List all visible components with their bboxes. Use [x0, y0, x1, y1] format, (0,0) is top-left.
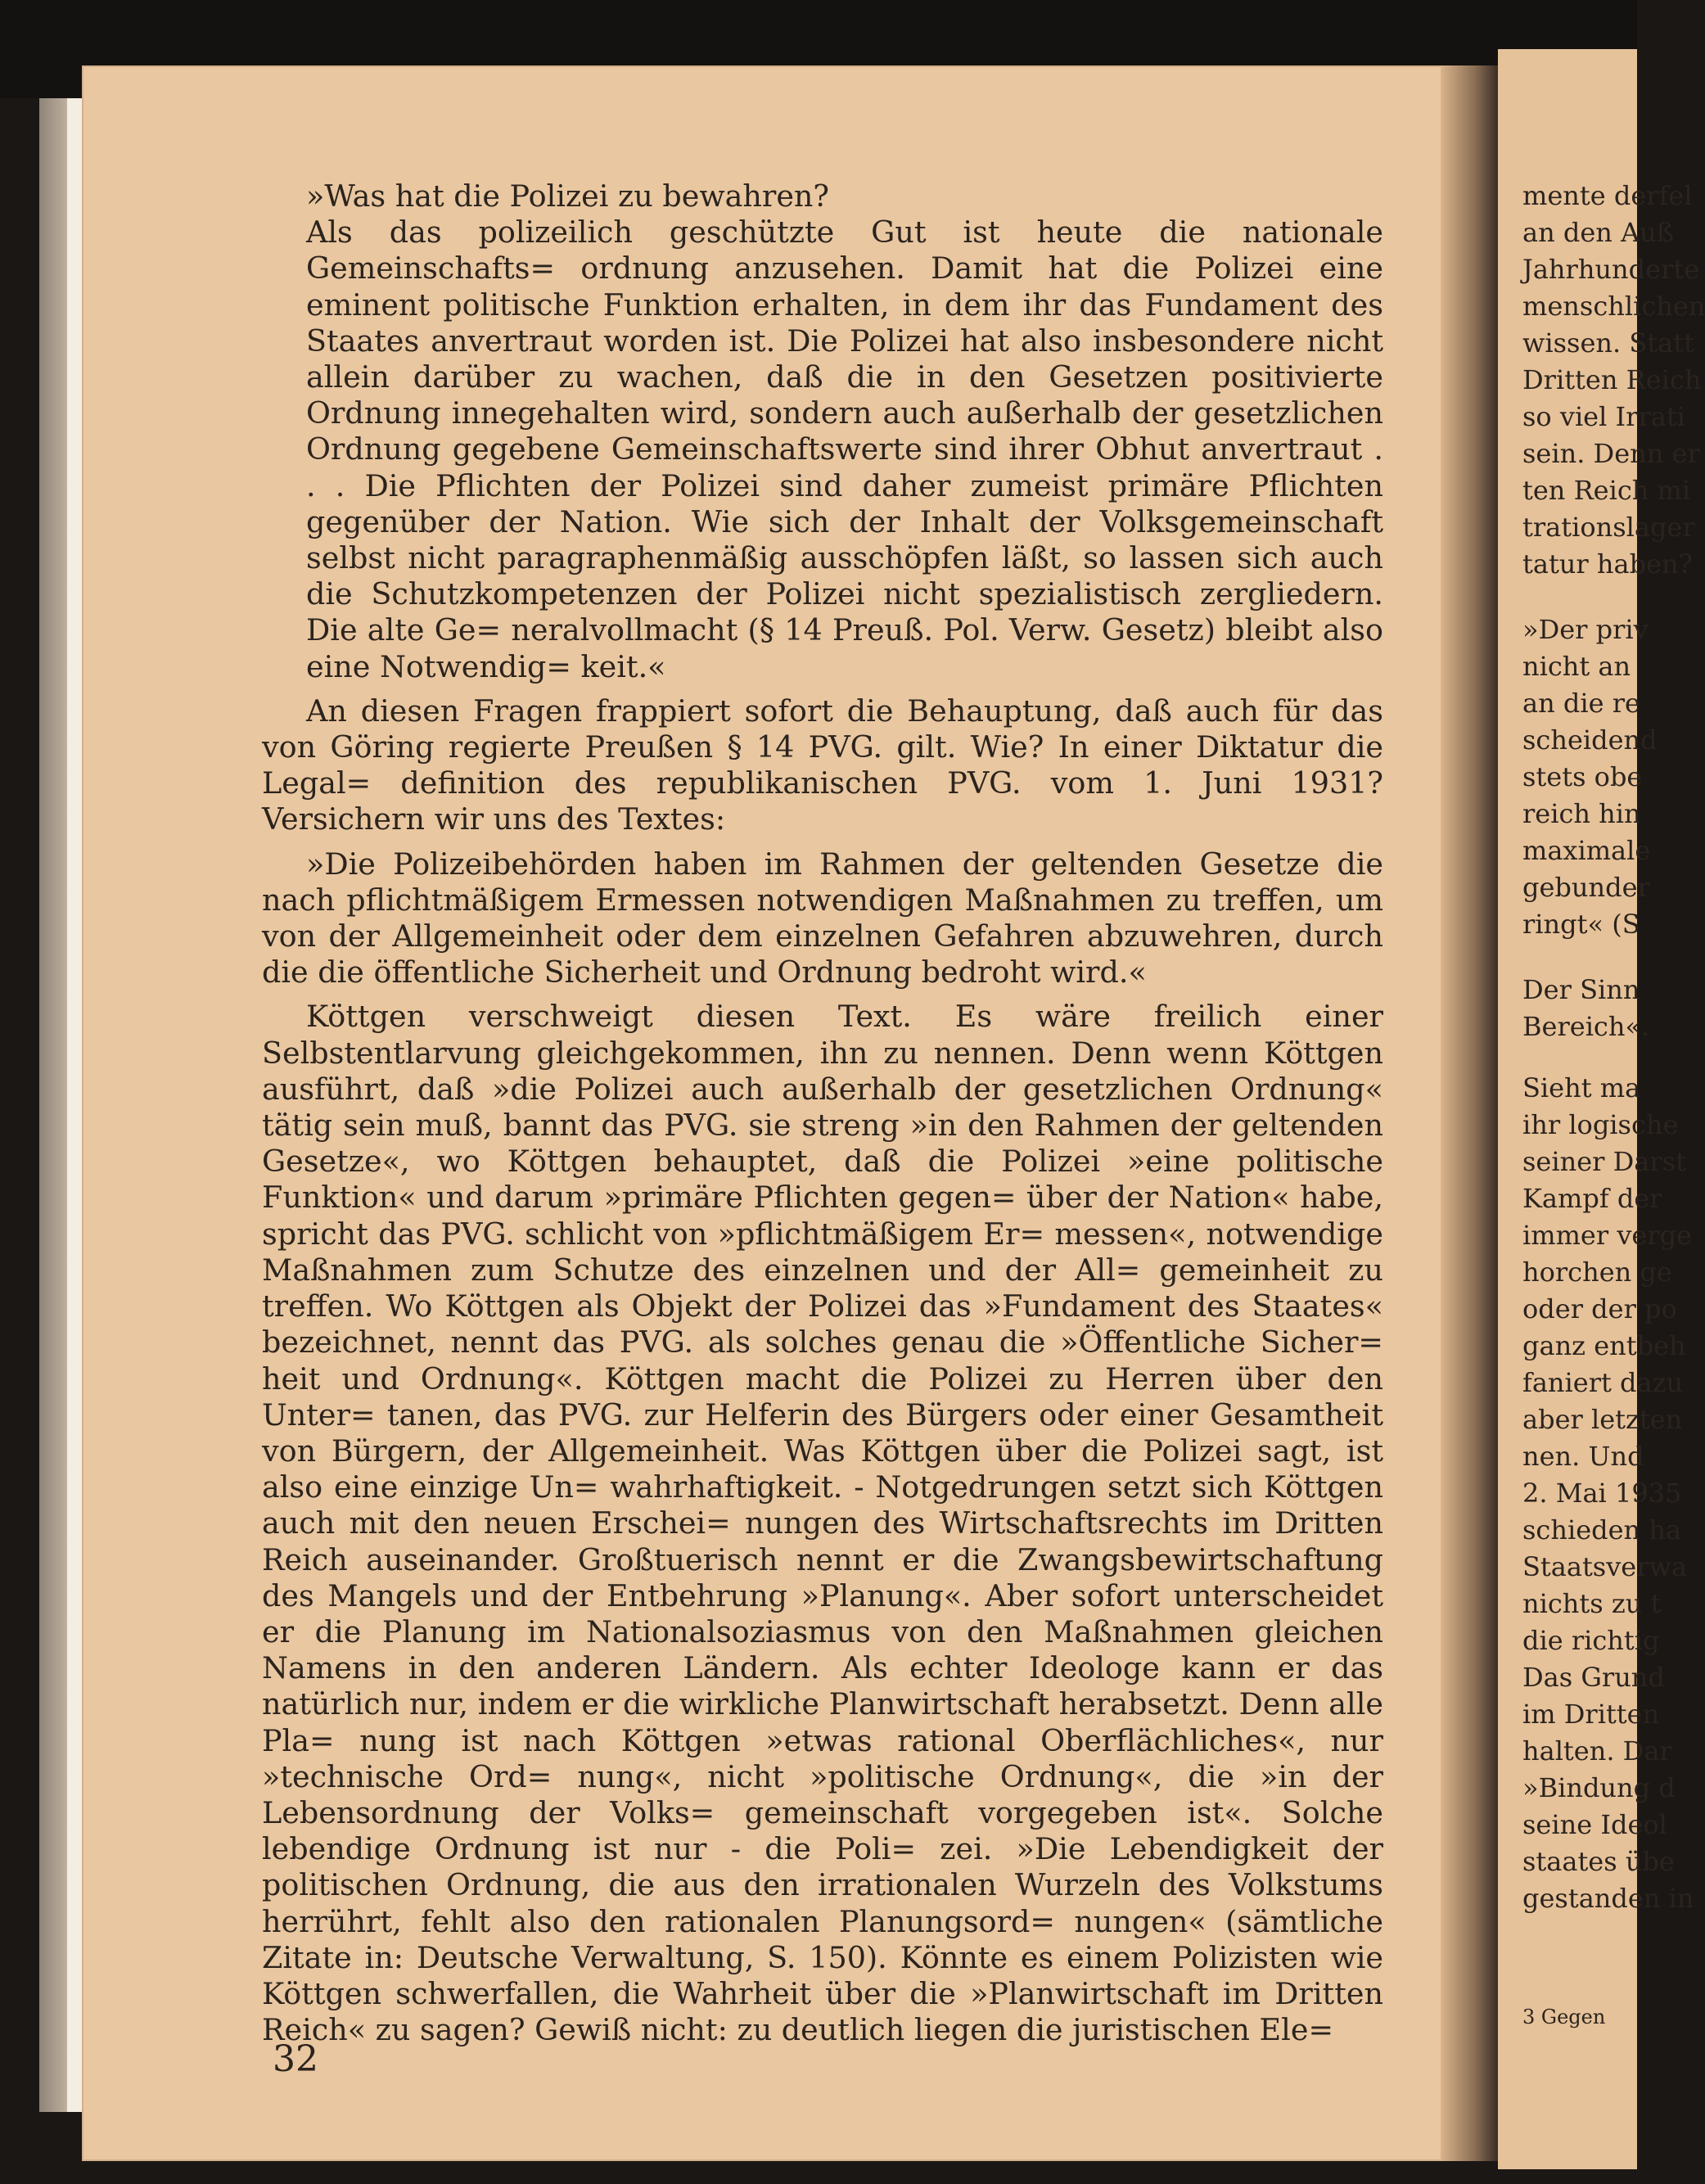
right-page-line: staates übe — [1522, 1846, 1675, 1877]
paragraph: Köttgen verschweigt diesen Text. Es wäre freilich einer Selbstentlarvung gleichgekommen, ihn zu nennen. Denn wenn Köttgen ausführt, daß »die Polizei auch außerhalb der gesetzlichen Ordnung« tätig sein muß, bannt das PVG. sie streng »in den Rahmen der geltenden Gesetze«, wo Köttgen behauptet, daß die Polizei »eine politische Funktion« und darum »primäre Pflichten gegen= über der Nation« habe, spricht das PVG. schlicht von »pflichtmäßigem Er= messen«, notwendige Maßnahmen zum Schutze des einzelnen und der All= gemeinheit zu treffen. Wo Köttgen als Objekt der Polizei das »Fundament des Staates« bezeichnet, nennt das PVG. als solches genau die »Öffentliche Sicher= heit und Ordnung«. Köttgen macht die Polizei zu Herren über den Unter= tanen, das PVG. zur Helferin des Bürgers oder einer Gesamtheit von Bürgern, der Allgemeinheit. Was Köttgen über die Polizei sagt, ist also eine einzige Un= wahrhaftigkeit. - Notgedrungen setzt sich Köttgen auch mit den neuen Erschei= nungen des Wirtschaftsrechts im Dritten Reich auseinander. Großtuerisch nennt er die Zwangsbewirtschaftung des Mangels und der Entbehrung »Planung«. Aber sofort unterscheidet er die Planung im Nationalsoziasmus von den Maßnahmen gleichen Namens in den anderen Ländern. Als echter Ideologe kann er das natürlich nur, indem er die wirkliche Planwirtschaft herabsetzt. Denn alle Pla= nung ist nach Köttgen »etwas rational Oberflächliches«, nur »technische Ord= nung«, nicht »politische Ordnung«, die »in der Lebensordnung der Volks= gemeinschaft vorgegeben ist«. Solche lebendige Ordnung ist nur - die Poli= zei. »Die Lebendigkeit der politischen Ordnung, die aus den irrationalen Wurzeln des Volkstums herrührt, fehlt also den rationalen Planungsord= nungen« (sämtliche Zitate in: Deutsche Verwaltung, S. 150). Könnte es einem Polizisten wie Köttgen schwerfallen, die Wahrheit über die »Planwirtschaft im Dritten Reich« zu sagen? Gewiß nicht: zu deutlich liegen die juristischen Ele= — [262, 999, 1383, 2048]
right-page-line: 3 Gegen — [1522, 2006, 1606, 2028]
right-page-line: die richtig — [1522, 1625, 1660, 1656]
right-page-line: stets obe — [1522, 761, 1643, 792]
right-page-line: oder der po — [1522, 1293, 1677, 1324]
right-page-line: nichts zu t — [1522, 1588, 1662, 1619]
right-page-line: Staatsverwa — [1522, 1551, 1687, 1582]
right-page-line: faniert dazu — [1522, 1367, 1684, 1398]
right-page-line: Jahrhunderte — [1522, 254, 1700, 285]
right-page-line: »Der priv — [1522, 614, 1649, 645]
paragraph: »Was hat die Polizei zu bewahren? — [306, 178, 829, 214]
right-page-line: aber letzten — [1522, 1404, 1683, 1435]
right-page-line: Kampf der — [1522, 1183, 1662, 1214]
right-page-line: wissen. Statt — [1522, 327, 1694, 359]
right-page-line: nen. Und — [1522, 1441, 1644, 1472]
page-number: 32 — [273, 2038, 318, 2080]
right-page-line: sein. Denn er — [1522, 438, 1700, 469]
right-page-line: reich hin — [1522, 798, 1641, 829]
book-gutter — [1441, 65, 1498, 2161]
right-page-line: trationslager — [1522, 512, 1695, 543]
right-page-line: so viel Irrati — [1522, 401, 1685, 432]
right-page-line: maximale — [1522, 835, 1651, 866]
right-page-line: Bereich«. — [1522, 1011, 1650, 1042]
right-page-line: Der Sinn — [1522, 974, 1640, 1005]
right-page-line: gebunder — [1522, 872, 1650, 903]
right-page-line: Sieht ma — [1522, 1072, 1641, 1103]
right-page-line: immer verge — [1522, 1220, 1693, 1251]
body-text — [262, 178, 1383, 2048]
right-page-line: menschlichen — [1522, 291, 1705, 322]
right-page-line: seiner Darst — [1522, 1146, 1686, 1177]
right-page — [1498, 49, 1705, 2169]
right-page-line: im Dritten — [1522, 1699, 1660, 1730]
right-page-line: ten Reich mi — [1522, 475, 1691, 506]
right-page-line: Das Grund — [1522, 1662, 1665, 1693]
paragraph: »Die Polizeibehörden haben im Rahmen der geltenden Gesetze die nach pflichtmäßigem Ermessen notwendigen Maßnahmen zu treffen, um von der Allgemeinheit oder dem einzelnen Gefahren abzuwehren, durch die die öffentliche Sicherheit und Ordnung bedroht wird.« — [262, 846, 1383, 990]
right-page-line: 2. Mai 1935 — [1522, 1478, 1682, 1509]
right-page-line: schieden ha — [1522, 1514, 1682, 1545]
right-page-line: »Bindung d — [1522, 1772, 1676, 1803]
paragraph: An diesen Fragen frappiert sofort die Behauptung, daß auch für das von Göring regierte Preußen § 14 PVG. gilt. Wie? In einer Diktatur die Legal= definition des republikanischen PVG. vom 1. Juni 1931? Versichern wir uns des Textes: — [262, 693, 1383, 837]
right-page-line: scheidend — [1522, 724, 1658, 756]
right-page-line: an die re — [1522, 688, 1640, 719]
paragraph: Als das polizeilich geschützte Gut ist heute die nationale Gemeinschafts= ordnung anzusehen. Damit hat die Polizei eine eminent politische Funktion erhalten, in dem ihr das Fundament des Staates anvertraut worden ist. Die Polizei hat also insbesondere nicht allein darüber zu wachen, daß die in den Gesetzen positivierte Ordnung innegehalten wird, sondern auch außerhalb der gesetzlichen Ordnung gegebene Gemeinschaftswerte sind ihrer Obhut anvertraut . . . Die Pflichten der Polizei sind daher zumeist primäre Pflichten gegenüber der Nation. Wie sich der Inhalt der Volksgemeinschaft selbst nicht paragraphenmäßig ausschöpfen läßt, so lassen sich auch die Schutzkompetenzen der Polizei nicht spezialistisch zergliedern. Die alte Ge= neralvollmacht (§ 14 Preuß. Pol. Verw. Gesetz) bleibt also eine Notwendig= keit.« — [306, 214, 1383, 684]
right-page-line: seine Ideol — [1522, 1809, 1667, 1840]
right-page-line: tatur haben? — [1522, 548, 1693, 580]
right-page-line: halten. Dar — [1522, 1735, 1672, 1767]
right-page-line: an den Auß — [1522, 217, 1675, 248]
right-page-line: horchen ge — [1522, 1257, 1672, 1288]
right-page-line: ihr logische — [1522, 1109, 1679, 1140]
page-stack-edge-light — [67, 98, 82, 2112]
right-page-line: ganz entbeh — [1522, 1330, 1686, 1361]
right-page-line: nicht an — [1522, 651, 1631, 682]
right-page-line: ringt« (S — [1522, 909, 1640, 940]
right-page-line: Dritten Reich — [1522, 364, 1702, 395]
right-page-line: mente derfel — [1522, 180, 1693, 211]
right-page-line: gestanden in — [1522, 1883, 1694, 1914]
